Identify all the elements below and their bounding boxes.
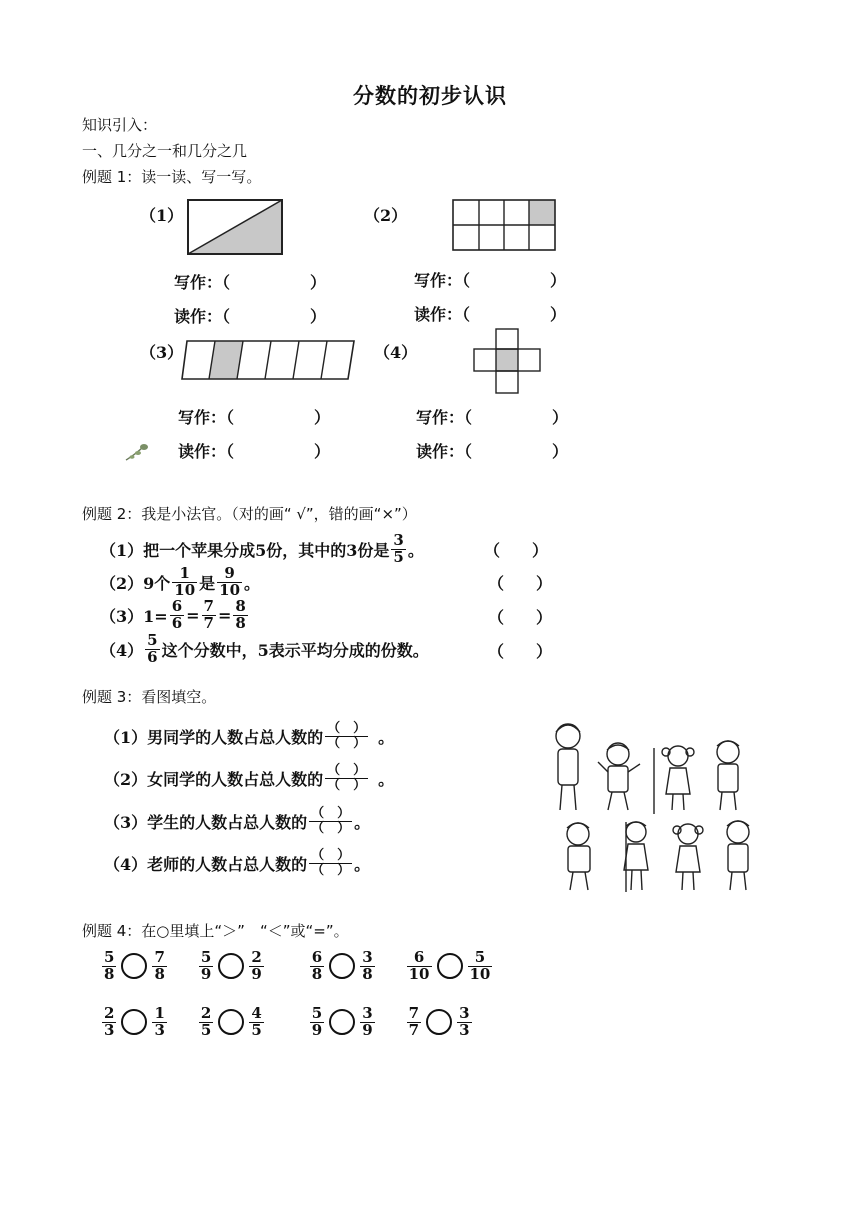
rectangle-half-shaded-figure bbox=[186, 198, 284, 256]
ex1-3-write: 写作：（ ） bbox=[178, 408, 331, 427]
fraction: $\frac{9}{10}$ bbox=[219, 564, 241, 599]
ex2-item-4: （4） $\frac{5}{6}$ 这个分数中，5表示平均分成的份数。 bbox=[100, 631, 429, 666]
fraction-blank[interactable]: $\frac{( )}{( )}$ bbox=[327, 721, 367, 751]
fraction-blank[interactable]: $\frac{( )}{( )}$ bbox=[311, 806, 351, 836]
ex1-label-2: （2） bbox=[364, 206, 408, 225]
ex2-item-1-text: （1）把一个苹果分成5份，其中的3份是 bbox=[100, 540, 390, 560]
compare-circle[interactable] bbox=[121, 953, 147, 979]
ex1-label-3: （3） bbox=[140, 343, 184, 362]
ex2-answer-2[interactable]: （ ） bbox=[488, 574, 553, 593]
ex2-item-2: （2）9个 $\frac{1}{10}$ 是 $\frac{9}{10}$ 。 bbox=[100, 564, 261, 599]
ex2-answer-4[interactable]: （ ） bbox=[488, 642, 553, 661]
fraction-blank[interactable]: $\frac{( )}{( )}$ bbox=[327, 763, 367, 793]
compare-item: $\frac{2}{3}$ $\frac{1}{3}$ bbox=[104, 1004, 165, 1039]
ex1-label-4: （4） bbox=[374, 343, 418, 362]
ex2-answer-1[interactable]: （ ） bbox=[484, 541, 549, 560]
compare-item: $\frac{5}{8}$ $\frac{7}{8}$ bbox=[104, 948, 165, 983]
compare-circle[interactable] bbox=[437, 953, 463, 979]
compare-item: $\frac{5}{9}$ $\frac{3}{9}$ bbox=[311, 1004, 373, 1039]
fraction: $\frac{6}{6}$ bbox=[171, 597, 183, 632]
fraction: $\frac{8}{8}$ bbox=[235, 597, 246, 632]
ex1-2-write: 写作：（ ） bbox=[414, 271, 567, 290]
ex3-item-1: （1）男同学的人数占总人数的 $\frac{( )}{( )}$ 。 bbox=[104, 721, 395, 751]
ex3-item-4: （4）老师的人数占总人数的 $\frac{( )}{( )}$ 。 bbox=[104, 848, 371, 878]
ex2-answer-3[interactable]: （ ） bbox=[488, 608, 553, 627]
fraction: $\frac{7}{7}$ bbox=[203, 597, 214, 632]
cross-shape-figure bbox=[472, 327, 542, 395]
compare-item: $\frac{5}{9}$ $\frac{2}{9}$ bbox=[200, 948, 262, 983]
compare-item: $\frac{6}{10}$ $\frac{5}{10}$ bbox=[408, 948, 491, 983]
ex1-1-read: 读作：（ ） bbox=[174, 307, 327, 326]
ex3-item-3: （3）学生的人数占总人数的 $\frac{( )}{( )}$ 。 bbox=[104, 806, 371, 836]
example2-heading: 例题 2：我是小法官。（对的画“ √”，错的画“×”） bbox=[82, 505, 417, 523]
ex1-1-write: 写作：（ ） bbox=[174, 273, 327, 292]
intro-label: 知识引入： bbox=[82, 116, 158, 134]
fraction: $\frac{3}{5}$ bbox=[393, 531, 404, 566]
people-illustration bbox=[548, 718, 760, 896]
example1-heading: 例题 1：读一读、写一写。 bbox=[82, 168, 262, 186]
ex1-2-read: 读作：（ ） bbox=[414, 305, 567, 324]
compare-circle[interactable] bbox=[329, 1009, 355, 1035]
ex1-label-1: （1） bbox=[140, 206, 184, 225]
compare-circle[interactable] bbox=[426, 1009, 452, 1035]
parallelogram-six-parts-figure bbox=[180, 338, 356, 382]
compare-circle[interactable] bbox=[329, 953, 355, 979]
fraction-blank[interactable]: $\frac{( )}{( )}$ bbox=[311, 848, 351, 878]
page-title: 分数的初步认识 bbox=[353, 83, 507, 108]
ex1-3-read: 读作：（ ） bbox=[178, 442, 331, 461]
grid-eight-cells-figure bbox=[451, 198, 557, 252]
ex2-item-3: （3）1= $\frac{6}{6}$ = $\frac{7}{7}$ = $\frac{8}{8}$ bbox=[100, 597, 246, 632]
section-heading: 一、几分之一和几分之几 bbox=[82, 142, 248, 160]
ex1-4-read: 读作：（ ） bbox=[416, 442, 569, 461]
ex1-4-write: 写作：（ ） bbox=[416, 408, 569, 427]
compare-item: $\frac{6}{8}$ $\frac{3}{8}$ bbox=[311, 948, 373, 983]
compare-circle[interactable] bbox=[218, 953, 244, 979]
ex3-item-2: （2）女同学的人数占总人数的 $\frac{( )}{( )}$ 。 bbox=[104, 763, 395, 793]
example3-heading: 例题 3：看图填空。 bbox=[82, 688, 217, 706]
compare-item: $\frac{7}{7}$ $\frac{3}{3}$ bbox=[408, 1004, 470, 1039]
compare-circle[interactable] bbox=[121, 1009, 147, 1035]
decorative-sprig-icon bbox=[124, 440, 154, 464]
example4-heading: 例题 4：在○里填上“＞” “＜”或“=”。 bbox=[82, 922, 349, 940]
compare-item: $\frac{2}{5}$ $\frac{4}{5}$ bbox=[200, 1004, 262, 1039]
compare-row-1 bbox=[100, 950, 494, 983]
fraction: $\frac{1}{10}$ bbox=[174, 564, 196, 599]
ex2-item-1: （1）把一个苹果分成5份，其中的3份是 $\frac{3}{5}$ 。 bbox=[100, 531, 424, 566]
fraction: $\frac{5}{6}$ bbox=[147, 631, 158, 666]
compare-circle[interactable] bbox=[218, 1009, 244, 1035]
compare-row-2 bbox=[100, 1006, 474, 1039]
